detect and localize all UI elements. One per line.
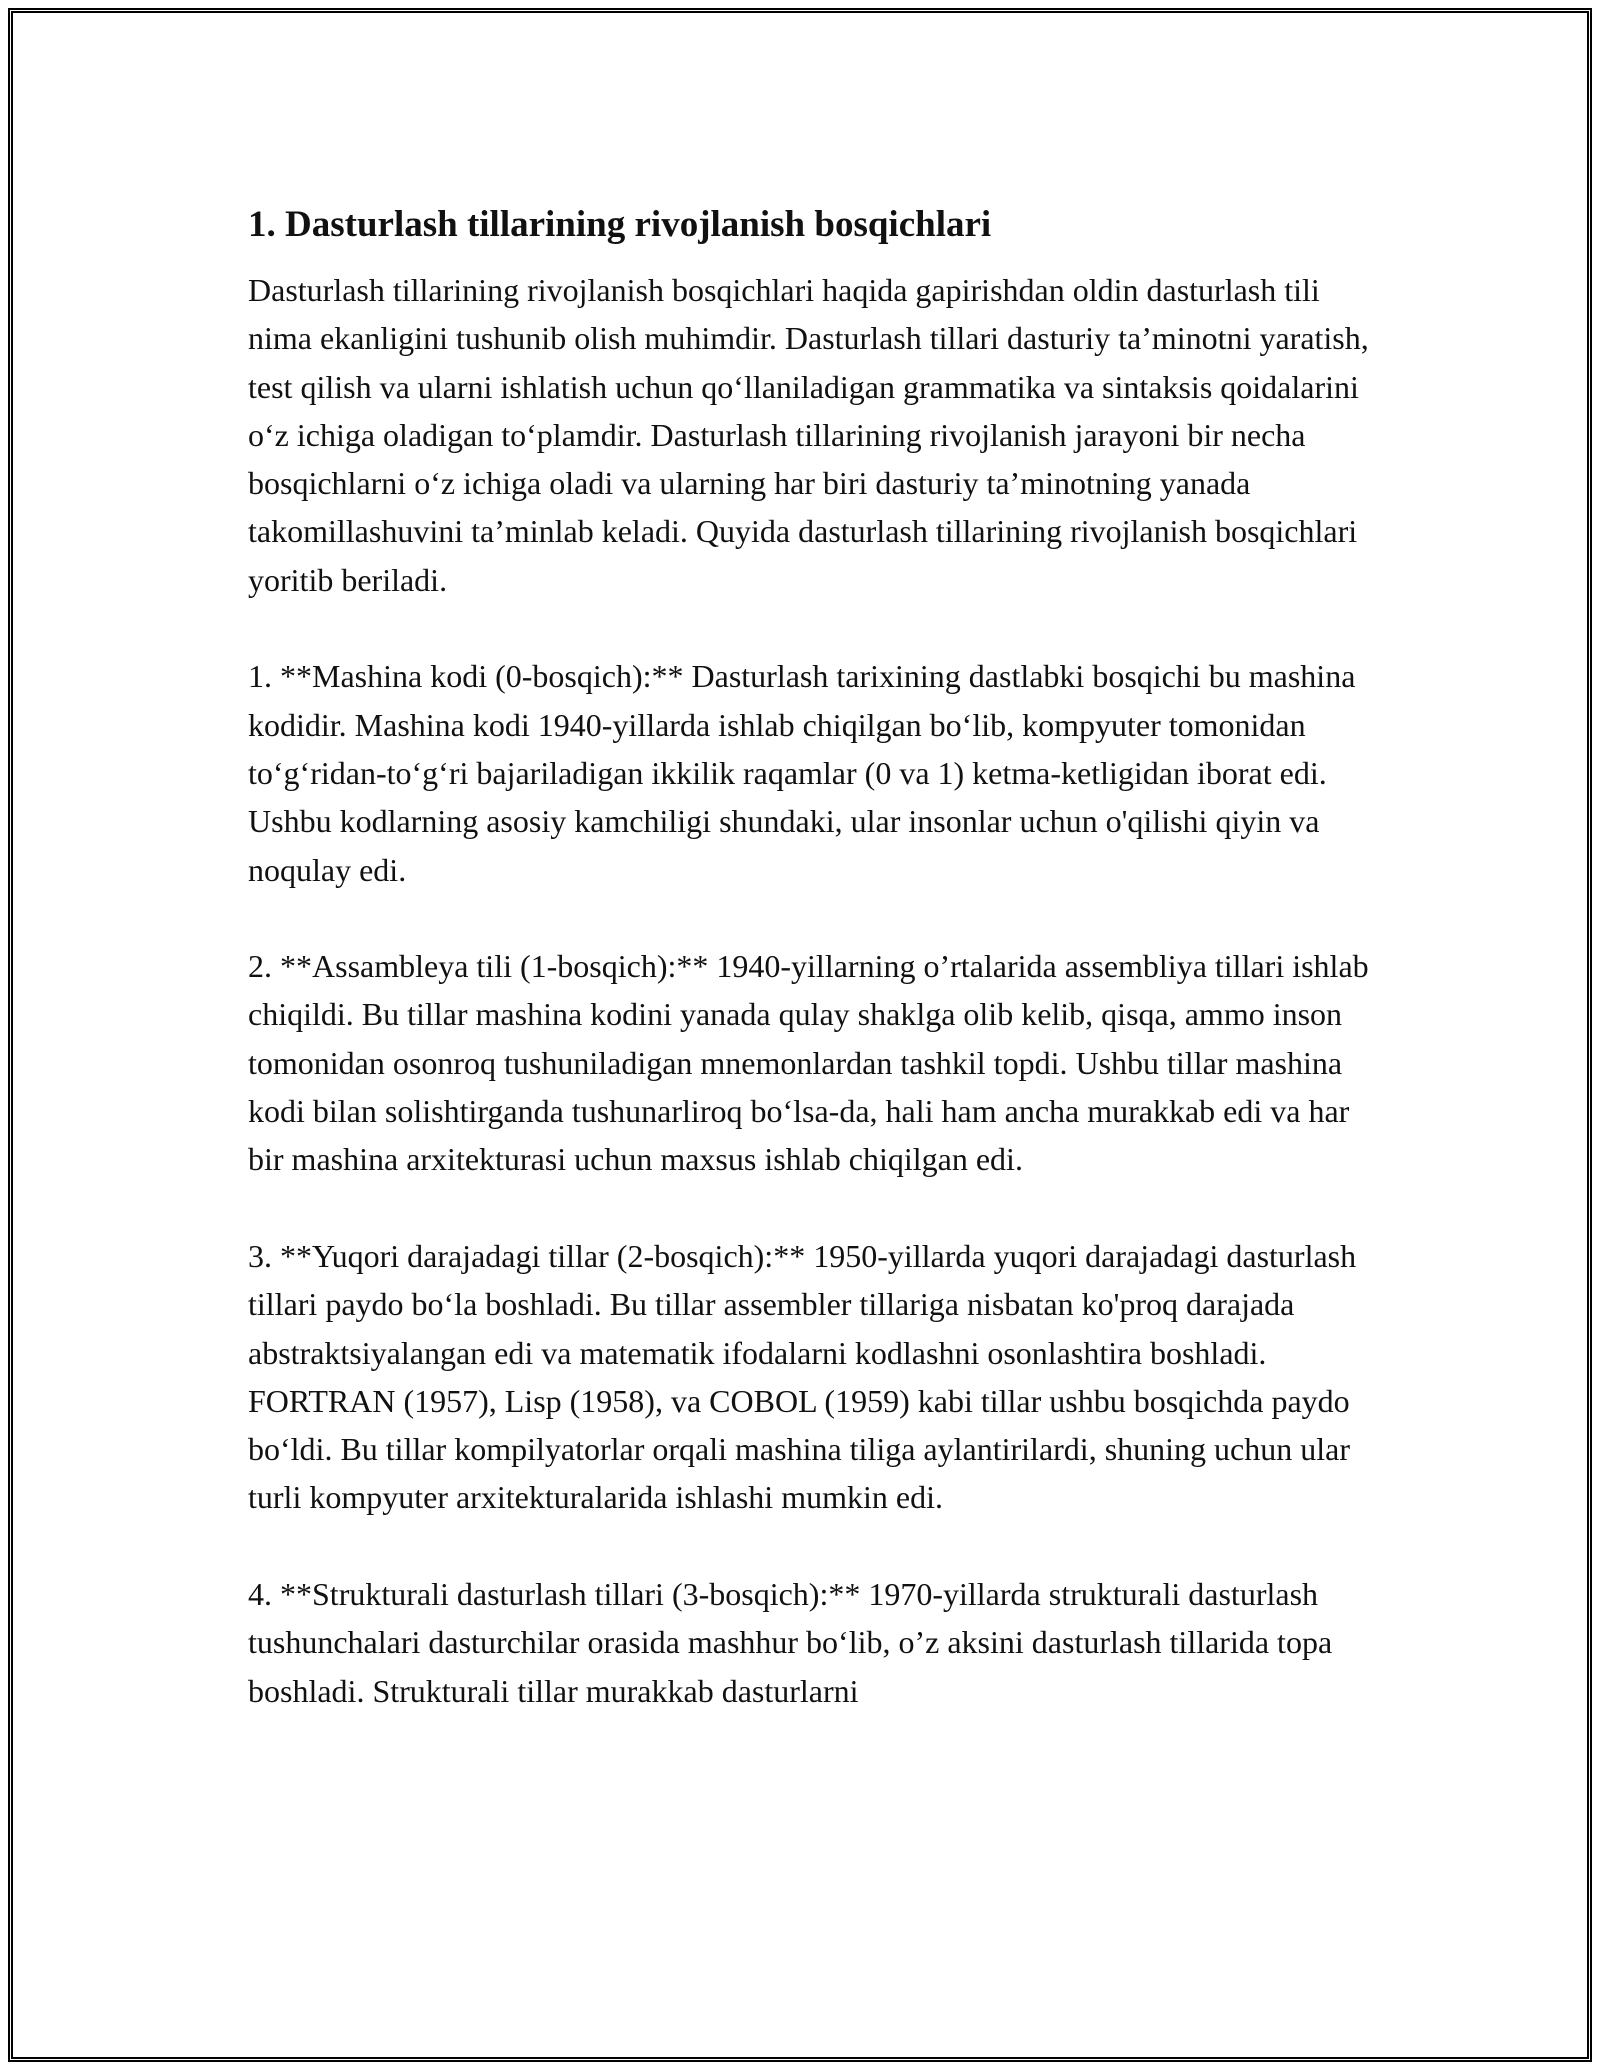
paragraph-assembly: 2. **Assambleya tili (1-bosqich):** 1940-yillarning o’rtalarida assembliya tillari ishlab chiqildi. Bu tillar mashina kodini yanada qulay shaklga olib kelib, qisqa, ammo inson tomonidan osonroq tushuniladigan mnemonlardan tashkil topdi. Ushbu tillar mashina kodi bilan solishtirganda tushunarliroq bo‘lsa-da, hali ham ancha murakkab edi va har bir mashina arxitekturasi uchun maxsus ishlab chiqilgan edi. — [248, 948, 1369, 1178]
document-body — [248, 199, 1378, 1763]
page-frame — [8, 8, 1592, 2062]
intro-paragraph: Dasturlash tillarining rivojlanish bosqichlari haqida gapirishdan oldin dasturlash tili nima ekanligini tushunib olish muhimdir. Dasturlash tillari dasturiy ta’minotni yaratish, test qilish va ularni ishlatish uchun qo‘llaniladigan grammatika va sintaksis qoidalarini o‘z ichiga oladigan to‘plamdir. Dasturlash tillarining rivojlanish jarayoni bir necha bosqichlarni o‘z ichiga oladi va ularning har biri dasturiy ta’minotning yanada takomillashuvini ta’minlab keladi. Quyida dasturlash tillarining rivojlanish bosqichlari yoritib beriladi. — [248, 272, 1369, 598]
paragraph-structured: 4. **Strukturali dasturlash tillari (3-bosqich):** 1970-yillarda strukturali dasturlash tushunchalari dasturchilar orasida mashhur bo‘lib, o’z aksini dasturlash tillarida topa boshladi. Strukturali tillar murakkab dasturlarni — [248, 1576, 1333, 1709]
paragraph-high-level: 3. **Yuqori darajadagi tillar (2-bosqich):** 1950-yillarda yuqori darajadagi dasturlash tillari paydo bo‘la boshladi. Bu tillar assembler tillariga nisbatan ko'proq darajada abstraktsiyalangan edi va matematik ifodalarni kodlashni osonlashtira boshladi. FORTRAN (1957), Lisp (1958), va COBOL (1959) kabi tillar ushbu bosqichda paydo bo‘ldi. Bu tillar kompilyatorlar orqali mashina tiliga aylantirilardi, shuning uchun ular turli kompyuter arxitekturalarida ishlashi mumkin edi. — [248, 1237, 1357, 1516]
paragraph-machine-code: 1. **Mashina kodi (0-bosqich):** Dasturlash tarixining dastlabki bosqichi bu mashina kodidir. Mashina kodi 1940-yillarda ishlab chiqilgan bo‘lib, kompyuter tomonidan to‘g‘ridan-to‘g‘ri bajariladigan ikkilik raqamlar (0 va 1) ketma-ketligidan iborat edi. Ushbu kodlarning asosiy kamchiligi shundaki, ular insonlar uchun o'qilishi qiyin va noqulay edi. — [248, 658, 1356, 888]
section-heading: 1. Dasturlash tillarining rivojlanish bosqichlari — [248, 204, 992, 245]
